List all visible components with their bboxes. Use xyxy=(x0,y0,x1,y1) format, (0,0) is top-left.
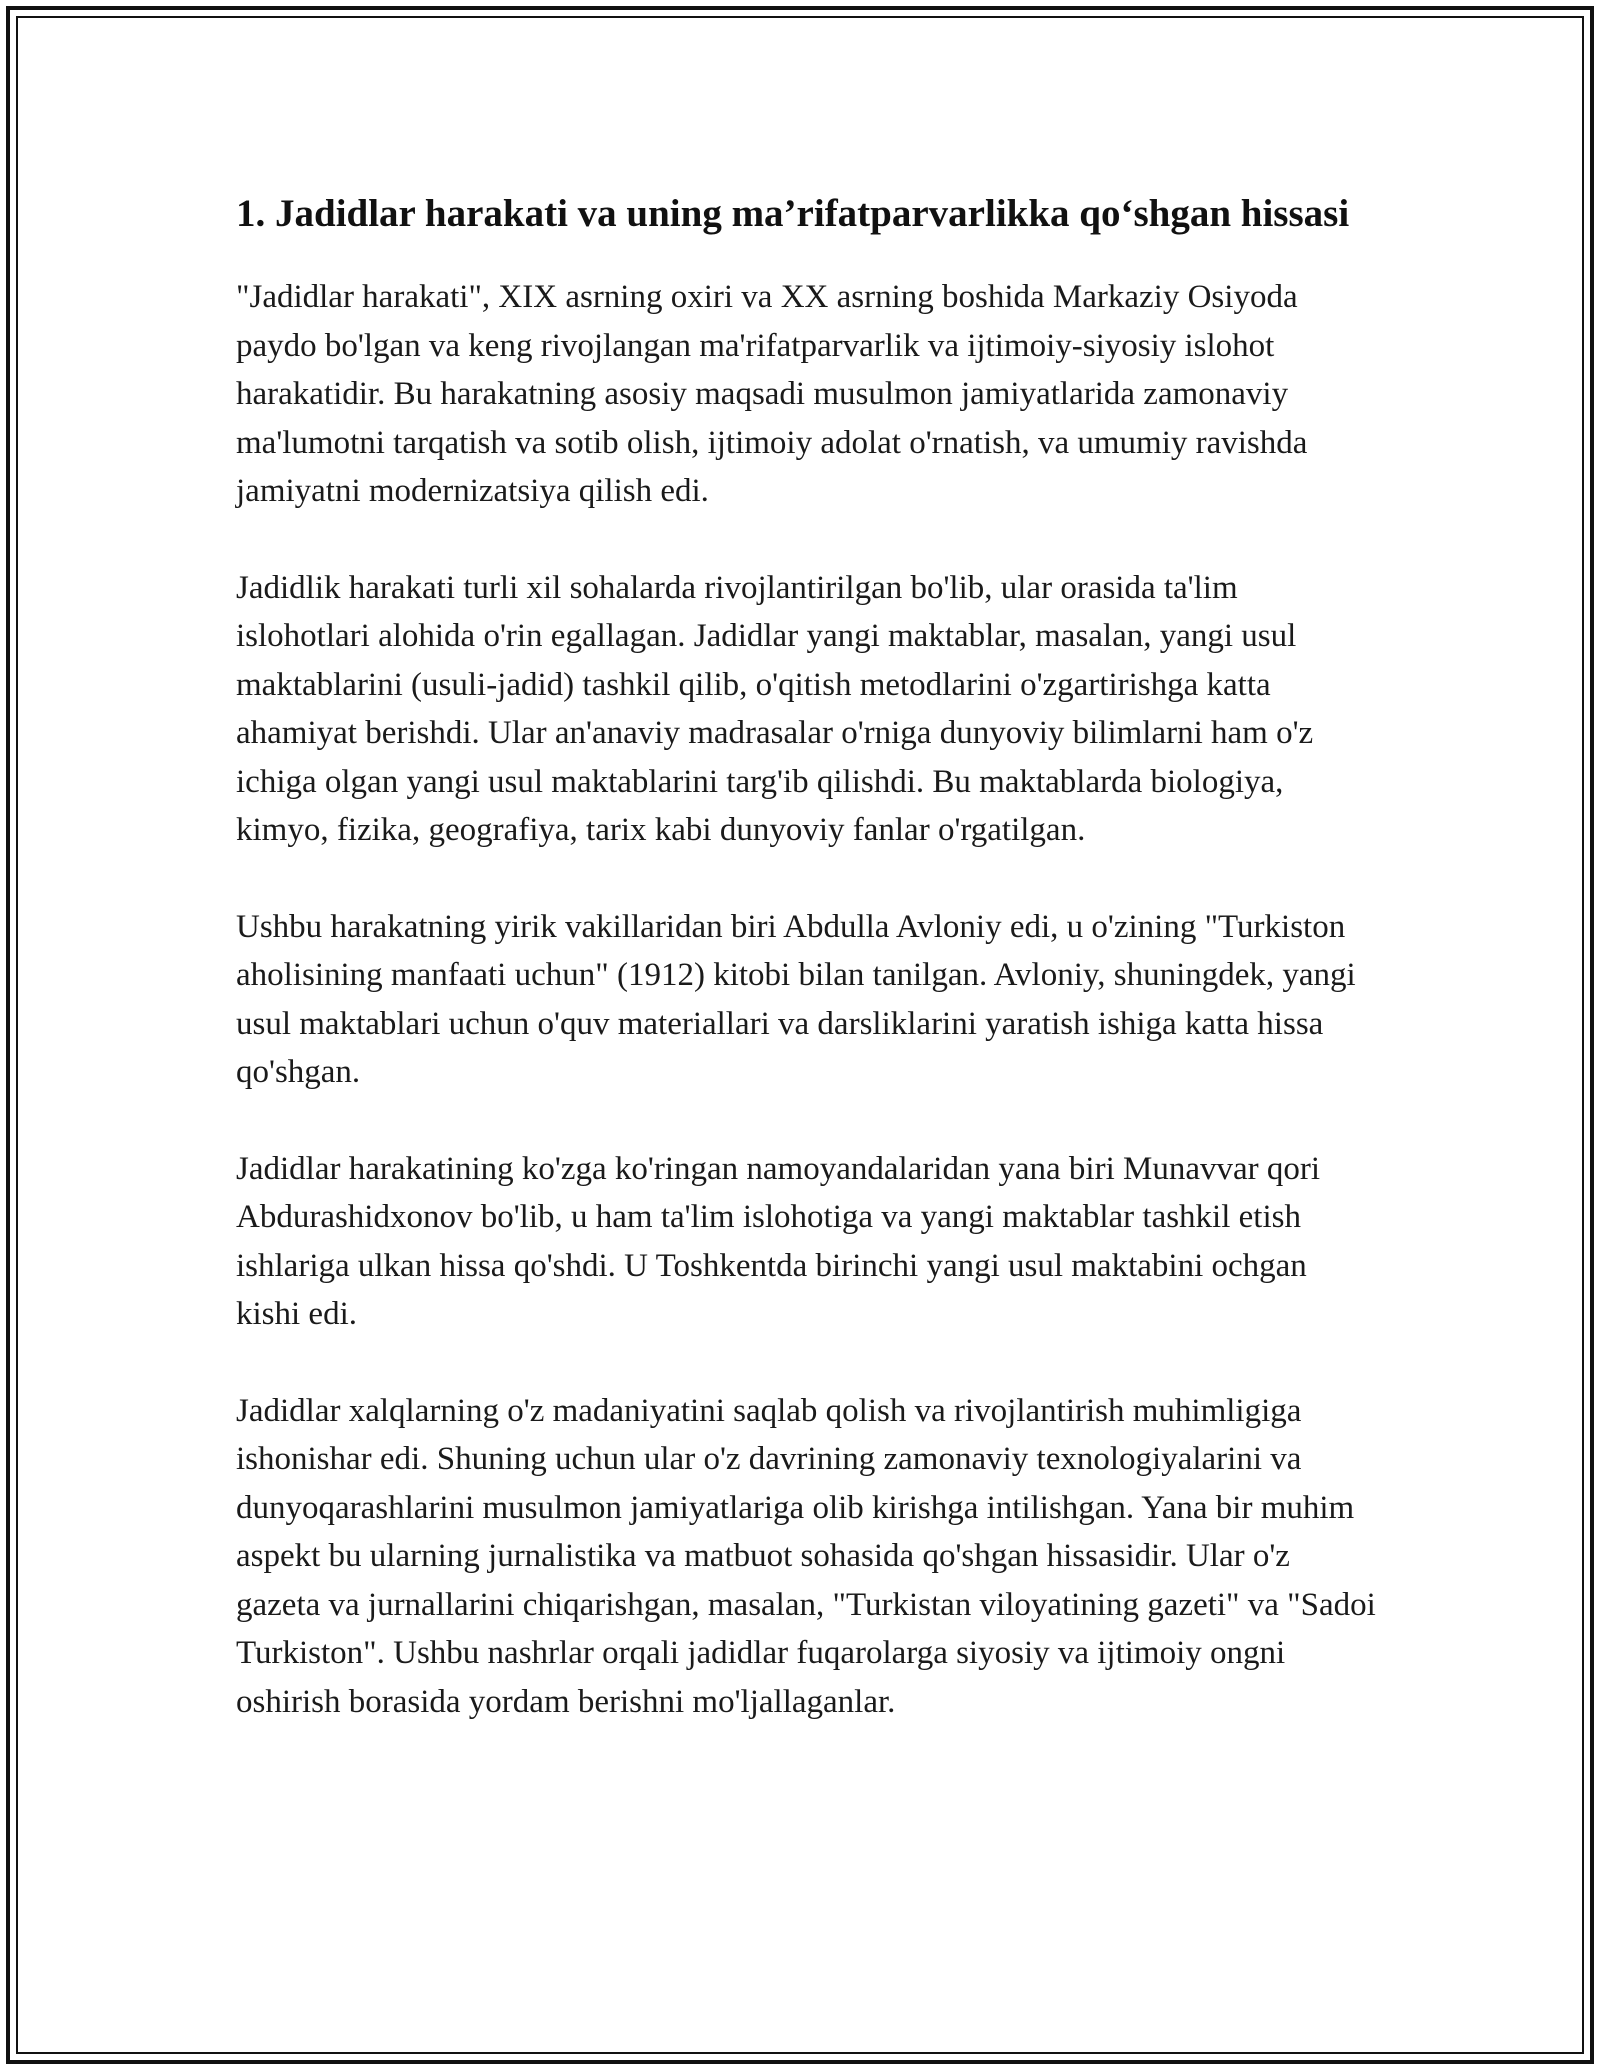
paragraph-intro: "Jadidlar harakati", XIX asrning oxiri va XX asrning boshida Markaziy Osiyoda paydo bo'lgan va keng rivojlangan ma'rifatparvarlik va ijtimoiy-siyosiy islohot harakatidir. Bu harakatning asosiy maqsadi musulmon jamiyatlarida zamonaviy ma'lumotni tarqatish va sotib olish, ijtimoiy adolat o'rnatish, va umumiy ravishda jamiyatni modernizatsiya qilish edi. xyxy=(236,279,1308,509)
document-body xyxy=(236,186,1376,1774)
paragraph-munavvar-qori: Jadidlar harakatining ko'zga ko'ringan namoyandalaridan yana biri Munavvar qori Abdurashidxonov bo'lib, u ham ta'lim islohotiga va yangi maktablar tashkil etish ishlariga ulkan hissa qo'shdi. U Toshkentda birinchi yangi usul maktabini ochgan kishi edi. xyxy=(236,1150,1321,1332)
document-title: 1. Jadidlar harakati va uning ma’rifatparvarlikka qo‘shgan hissasi xyxy=(236,192,1350,235)
paragraph-culture-press: Jadidlar xalqlarning o'z madaniyatini saqlab qolish va rivojlantirish muhimligiga ishonishar edi. Shuning uchun ular o'z davrining zamonaviy texnologiyalarini va dunyoqarashlarini musulmon jamiyatlariga olib kirishga intilishgan. Yana bir muhim aspekt bu ularning jurnalistika va matbuot sohasida qo'shgan hissasidir. Ular o'z gazeta va jurnallarini chiqarishgan, masalan, "Turkistan viloyatining gazeti" va "Sadoi Turkiston". Ushbu nashrlar orqali jadidlar fuqarolarga siyosiy va ijtimoiy ongni oshirish borasida yordam berishni mo'ljallaganlar. xyxy=(236,1392,1376,1720)
paragraph-avloniy: Ushbu harakatning yirik vakillaridan biri Abdulla Avloniy edi, u o'zining "Turkiston aholisining manfaati uchun" (1912) kitobi bilan tanilgan. Avloniy, shuningdek, yangi usul maktablari uchun o'quv materiallari va darsliklarini yaratish ishiga katta hissa qo'shgan. xyxy=(236,908,1356,1090)
paragraph-education-reform: Jadidlik harakati turli xil sohalarda rivojlantirilgan bo'lib, ular orasida ta'lim islohotlari alohida o'rin egallagan. Jadidlar yangi maktablar, masalan, yangi usul maktablarini (usuli-jadid) tashkil qilib, o'qitish metodlarini o'zgartirishga katta ahamiyat berishdi. Ular an'anaviy madrasalar o'rniga dunyoviy bilimlarni ham o'z ichiga olgan yangi usul maktablarini targ'ib qilishdi. Bu maktablarda biologiya, kimyo, fizika, geografiya, tarix kabi dunyoviy fanlar o'rgatilgan. xyxy=(236,569,1314,848)
